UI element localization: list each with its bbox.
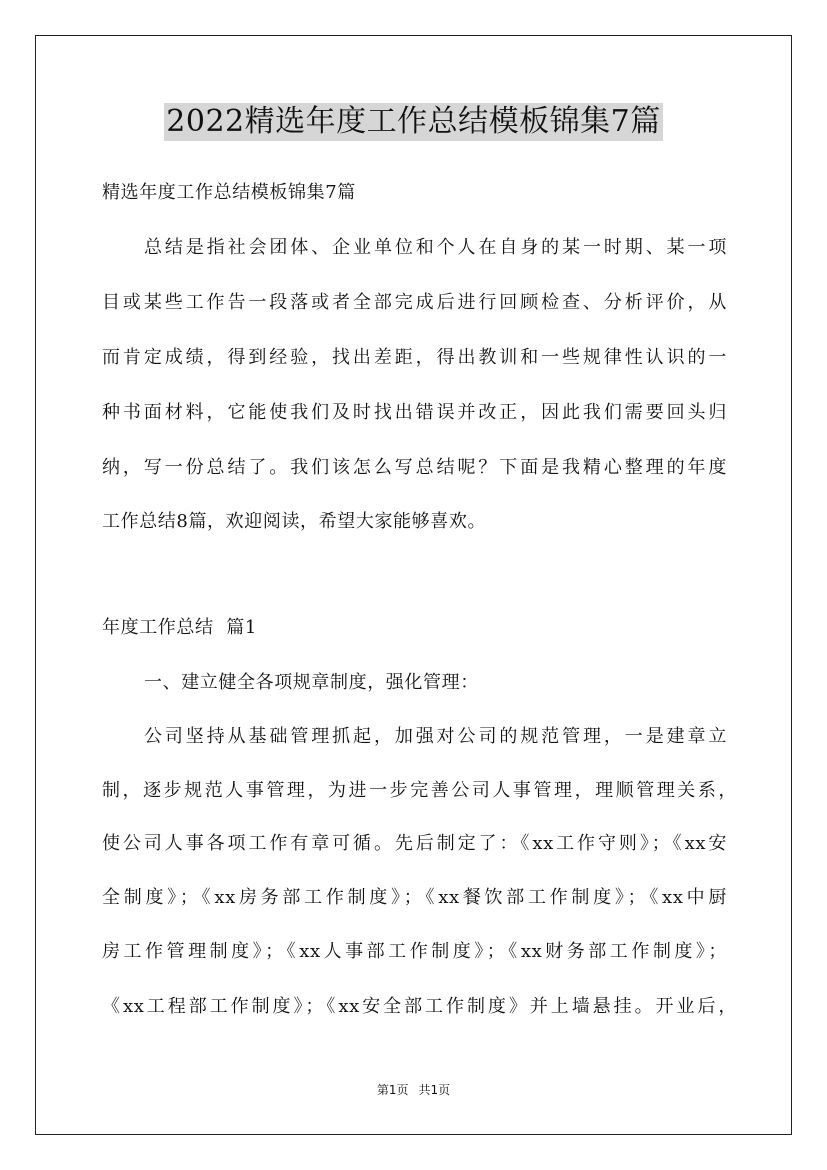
section-subheading: 一、建立健全各项规章制度，强化管理： [144,672,479,693]
intro-line: 总结是指社会团体、企业单位和个人在自身的某一时期、某一项 [144,237,727,258]
intro-line: 目或某些工作告一段落或者全部完成后进行回顾检查、分析评价，从 [102,292,727,313]
body-line: 使公司人事各项工作有章可循。先后制定了：《xx工作守则》；《xx安 [102,833,727,854]
page-total: 共1页 [418,1083,451,1097]
body-line: 《xx工程部工作制度》；《xx安全部工作制度》并上墙悬挂。开业后， [102,996,737,1017]
page-footer [0,1082,827,1098]
intro-line: 种书面材料，它能使我们及时找出错误并改正，因此我们需要回头归 [102,402,727,423]
intro-line: 而肯定成绩，得到经验，找出差距，得出教训和一些规律性认识的一 [102,347,727,368]
body-line: 房工作管理制度》；《xx人事部工作制度》；《xx财务部工作制度》； [102,941,727,962]
intro-line: 工作总结8篇，欢迎阅读，希望大家能够喜欢。 [102,511,487,532]
document-subtitle: 精选年度工作总结模板锦集7篇 [102,182,356,203]
page-number: 第1页 [376,1083,409,1097]
document-title: 2022精选年度工作总结模板锦集7篇 [166,104,661,139]
body-line: 公司坚持从基础管理抓起，加强对公司的规范管理，一是建章立 [144,726,727,747]
intro-line: 纳，写一份总结了。我们该怎么写总结呢？下面是我精心整理的年度 [102,457,727,478]
body-line: 制，逐步规范人事管理，为进一步完善公司人事管理，理顺管理关系， [102,780,737,801]
body-line: 全制度》；《xx房务部工作制度》；《xx餐饮部工作制度》；《xx中厨 [102,887,727,908]
title-container [0,103,827,141]
section-heading: 年度工作总结 篇1 [102,617,257,638]
